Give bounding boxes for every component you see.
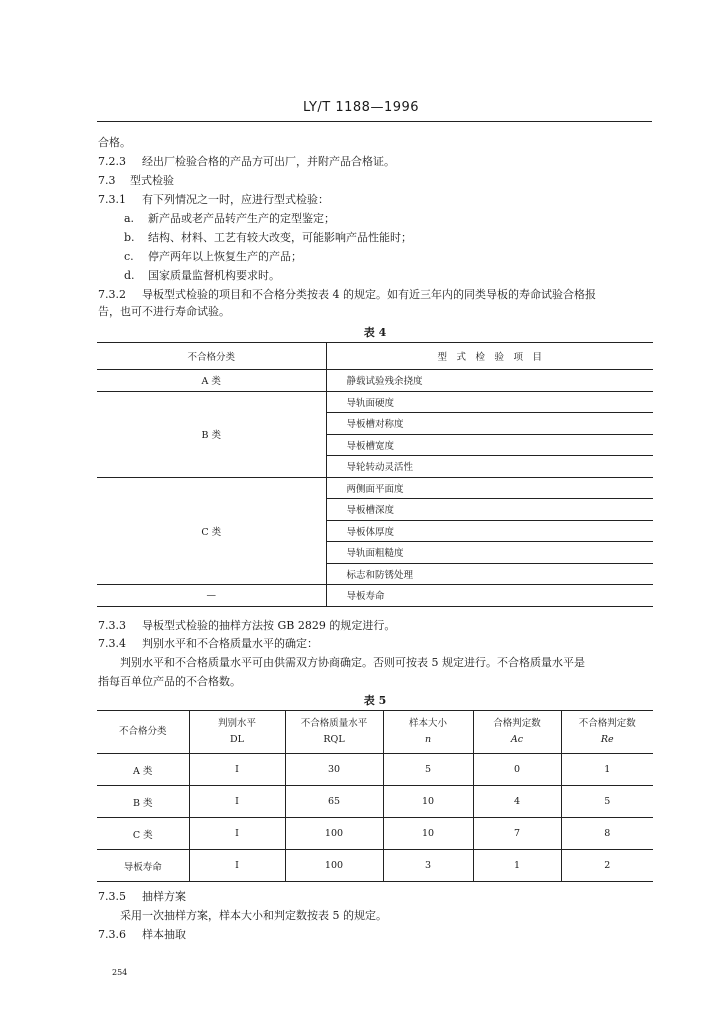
item-cell: 导轮转动灵活性 [326, 456, 653, 478]
header-cell: 不合格质量水平 RQL [285, 711, 383, 754]
text-line: 合格。 [98, 136, 131, 149]
list-marker: a. [124, 212, 135, 225]
item-cell: 静载试验残余挠度 [326, 370, 653, 392]
clause-7-2-3 [98, 155, 395, 169]
list-marker: d. [124, 269, 135, 282]
clause-number: 7.3.3 [98, 619, 126, 632]
table-cell: 0 [473, 754, 561, 786]
clause-text: 判别水平和不合格质量水平的确定： [142, 637, 318, 650]
clause-text: 样本抽取 [142, 928, 186, 941]
table-header-row [97, 711, 653, 754]
clause-text: 导板型式检验的项目和不合格分类按表 4 的规定。如有近三年内的同类导板的寿命试验合格报 [142, 288, 596, 301]
clause-text: 型式检验 [130, 174, 174, 187]
class-cell: — [97, 585, 326, 607]
table-4 [97, 342, 653, 607]
text-line: 判别水平和不合格质量水平可由供需双方协商确定。否则可按表 5 规定进行。不合格质量水平是 [120, 656, 585, 669]
table-row [97, 370, 653, 392]
table-cell: 导板寿命 [97, 850, 189, 882]
table-row [97, 818, 653, 850]
table-cell: 4 [473, 786, 561, 818]
table-row [97, 786, 653, 818]
table-cell: 8 [561, 818, 653, 850]
list-item-d [124, 269, 280, 283]
list-item-c [124, 250, 302, 264]
table-header-row [97, 343, 653, 370]
table-row [97, 754, 653, 786]
table-cell: 10 [383, 786, 473, 818]
header-cell: 不合格分类 [97, 343, 326, 370]
item-cell: 导轨面硬度 [326, 391, 653, 413]
item-cell: 导板槽深度 [326, 499, 653, 521]
clause-number: 7.3.2 [98, 288, 126, 301]
header-cell: 不合格判定数 Re [561, 711, 653, 754]
table-cell: 1 [473, 850, 561, 882]
class-cell: B 类 [97, 391, 326, 477]
clause-text: 导板型式检验的抽样方法按 GB 2829 的规定进行。 [142, 619, 396, 632]
list-item-b [124, 231, 412, 245]
table-cell: B 类 [97, 786, 189, 818]
clause-7-3-4 [98, 637, 318, 651]
text-line: 告，也可不进行寿命试验。 [98, 305, 230, 318]
list-text: 新产品或老产品转产生产的定型鉴定； [148, 212, 335, 225]
clause-7-3-2 [98, 288, 596, 302]
item-cell: 两侧面平面度 [326, 477, 653, 499]
clause-7-3-5 [98, 890, 186, 904]
table-row [97, 391, 653, 413]
table-cell: 1 [561, 754, 653, 786]
clause-text: 有下列情况之一时，应进行型式检验： [142, 193, 329, 206]
table-cell: Ⅰ [189, 786, 285, 818]
item-cell: 标志和防锈处理 [326, 563, 653, 585]
table-cell: 100 [285, 850, 383, 882]
header-cell: 样本大小 n [383, 711, 473, 754]
header-cell: 型 式 检 验 项 目 [326, 343, 653, 370]
table-cell: 3 [383, 850, 473, 882]
standard-number-header: LY/T 1188—1996 [302, 100, 420, 115]
table-cell: 2 [561, 850, 653, 882]
item-cell: 导板体厚度 [326, 520, 653, 542]
table-cell: A 类 [97, 754, 189, 786]
table-cell: 100 [285, 818, 383, 850]
table-row [97, 850, 653, 882]
list-text: 结构、材料、工艺有较大改变，可能影响产品性能时； [148, 231, 412, 244]
table-cell: 65 [285, 786, 383, 818]
clause-7-3 [98, 174, 174, 188]
list-marker: c. [124, 250, 134, 263]
table-cell: Ⅰ [189, 754, 285, 786]
item-cell: 导板槽对称度 [326, 413, 653, 435]
table-5 [97, 710, 653, 882]
table-cell: 5 [383, 754, 473, 786]
table-cell: C 类 [97, 818, 189, 850]
page-number: 254 [112, 968, 128, 977]
clause-text: 经出厂检验合格的产品方可出厂，并附产品合格证。 [142, 155, 395, 168]
list-item-a [124, 212, 335, 226]
table-cell: Ⅰ [189, 818, 285, 850]
table-cell: 7 [473, 818, 561, 850]
clause-number: 7.3.5 [98, 890, 126, 903]
clause-number: 7.3.6 [98, 928, 126, 941]
class-cell: C 类 [97, 477, 326, 585]
list-text: 停产两年以上恢复生产的产品； [148, 250, 302, 263]
text-line: 采用一次抽样方案，样本大小和判定数按表 5 的规定。 [120, 909, 387, 922]
clause-number: 7.2.3 [98, 155, 126, 168]
class-cell: A 类 [97, 370, 326, 392]
item-cell: 导板槽宽度 [326, 434, 653, 456]
table-cell: 30 [285, 754, 383, 786]
table-5-caption: 表 5 [363, 694, 387, 707]
list-text: 国家质量监督机构要求时。 [148, 269, 280, 282]
clause-7-3-6 [98, 928, 186, 942]
clause-number: 7.3 [98, 174, 116, 187]
list-marker: b. [124, 231, 135, 244]
header-cell: 判别水平 DL [189, 711, 285, 754]
text-line: 指每百单位产品的不合格数。 [98, 675, 241, 688]
table-cell: 10 [383, 818, 473, 850]
header-cell: 合格判定数 Ac [473, 711, 561, 754]
table-row [97, 585, 653, 607]
table-row [97, 477, 653, 499]
clause-number: 7.3.4 [98, 637, 126, 650]
item-cell: 导轨面粗糙度 [326, 542, 653, 564]
header-cell: 不合格分类 [97, 711, 189, 754]
table-cell: Ⅰ [189, 850, 285, 882]
clause-7-3-1 [98, 193, 329, 207]
clause-7-3-3 [98, 619, 395, 633]
clause-text: 抽样方案 [142, 890, 186, 903]
clause-number: 7.3.1 [98, 193, 126, 206]
table-4-caption: 表 4 [363, 326, 387, 339]
table-cell: 5 [561, 786, 653, 818]
item-cell: 导板寿命 [326, 585, 653, 607]
header-rule [97, 121, 652, 122]
